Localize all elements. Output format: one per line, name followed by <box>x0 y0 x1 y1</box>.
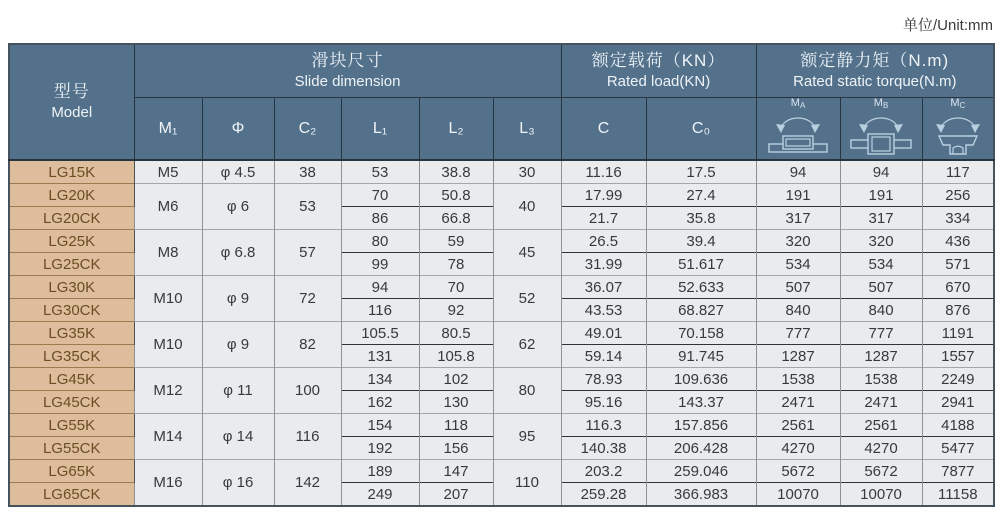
spec-table <box>8 43 995 507</box>
mc-cell: 117 <box>922 160 994 184</box>
c0-cell: 366.983 <box>646 483 756 507</box>
table-row <box>9 230 994 253</box>
model-header-en: Model <box>51 104 93 122</box>
mc-cell: 670 <box>922 276 994 299</box>
c-cell: 21.7 <box>561 207 646 230</box>
l3-cell: 95 <box>493 414 561 460</box>
mb-cell: 2471 <box>840 391 922 414</box>
mb-cell: 1538 <box>840 368 922 391</box>
table-row <box>9 184 994 207</box>
l2-cell: 102 <box>419 368 493 391</box>
mc-cell: 256 <box>922 184 994 207</box>
c2-cell: 82 <box>274 322 341 368</box>
l2-cell: 92 <box>419 299 493 322</box>
phi-cell: φ 6 <box>202 184 274 230</box>
ma-cell: 320 <box>756 230 840 253</box>
c-cell: 140.38 <box>561 437 646 460</box>
model-cell: LG55CK <box>9 437 134 460</box>
ma-label: $M_A$ <box>790 97 806 110</box>
phi-cell: φ 9 <box>202 322 274 368</box>
column-header-c2: C₂ <box>274 98 341 161</box>
mb-cell: 777 <box>840 322 922 345</box>
l1-cell: 53 <box>341 160 419 184</box>
mc-cell: 7877 <box>922 460 994 483</box>
rated-load-en: Rated load(KN) <box>606 73 711 91</box>
table-row <box>9 160 994 184</box>
l2-cell: 147 <box>419 460 493 483</box>
l3-cell: 40 <box>493 184 561 230</box>
mb-label: $M_B$ <box>873 97 889 110</box>
mb-cell: 5672 <box>840 460 922 483</box>
rated-torque-zh: 额定静力矩（N.m) <box>800 51 950 71</box>
ma-cell: 777 <box>756 322 840 345</box>
ma-cell: 10070 <box>756 483 840 507</box>
c-cell: 203.2 <box>561 460 646 483</box>
mb-cell: 4270 <box>840 437 922 460</box>
c-cell: 59.14 <box>561 345 646 368</box>
mc-cell: 876 <box>922 299 994 322</box>
m1-cell: M10 <box>134 322 202 368</box>
mc-moment-profile-icon <box>926 111 990 159</box>
phi-cell: φ 4.5 <box>202 160 274 184</box>
l1-cell: 86 <box>341 207 419 230</box>
l2-cell: 66.8 <box>419 207 493 230</box>
model-cell: LG35K <box>9 322 134 345</box>
mc-cell: 2249 <box>922 368 994 391</box>
model-cell: LG20K <box>9 184 134 207</box>
phi-cell: φ 9 <box>202 276 274 322</box>
table-header <box>9 44 994 160</box>
l1-cell: 162 <box>341 391 419 414</box>
m1-cell: M6 <box>134 184 202 230</box>
ma-cell: 317 <box>756 207 840 230</box>
l1-cell: 99 <box>341 253 419 276</box>
l1-cell: 134 <box>341 368 419 391</box>
c-cell: 26.5 <box>561 230 646 253</box>
c0-cell: 206.428 <box>646 437 756 460</box>
mc-cell: 436 <box>922 230 994 253</box>
column-header-c: C <box>561 98 646 161</box>
l2-cell: 78 <box>419 253 493 276</box>
l2-cell: 156 <box>419 437 493 460</box>
c0-cell: 68.827 <box>646 299 756 322</box>
l2-cell: 38.8 <box>419 160 493 184</box>
c-cell: 43.53 <box>561 299 646 322</box>
mb-moment-shaft-icon <box>849 111 913 159</box>
mc-cell: 4188 <box>922 414 994 437</box>
c-cell: 259.28 <box>561 483 646 507</box>
mc-cell: 334 <box>922 207 994 230</box>
c-cell: 78.93 <box>561 368 646 391</box>
c0-cell: 27.4 <box>646 184 756 207</box>
l2-cell: 118 <box>419 414 493 437</box>
table-row <box>9 460 994 483</box>
column-header-m1: M₁ <box>134 98 202 161</box>
model-cell: LG65CK <box>9 483 134 507</box>
table-row <box>9 414 994 437</box>
ma-cell: 840 <box>756 299 840 322</box>
mb-cell: 2561 <box>840 414 922 437</box>
model-cell: LG45CK <box>9 391 134 414</box>
l2-cell: 105.8 <box>419 345 493 368</box>
mc-label: $M_C$ <box>950 97 966 110</box>
table-row <box>9 368 994 391</box>
model-cell: LG35CK <box>9 345 134 368</box>
c2-cell: 72 <box>274 276 341 322</box>
c-cell: 31.99 <box>561 253 646 276</box>
mb-cell: 320 <box>840 230 922 253</box>
l1-cell: 116 <box>341 299 419 322</box>
m1-cell: M14 <box>134 414 202 460</box>
column-header-ma <box>756 98 840 161</box>
c0-cell: 259.046 <box>646 460 756 483</box>
l1-cell: 154 <box>341 414 419 437</box>
mb-cell: 534 <box>840 253 922 276</box>
mc-cell: 1191 <box>922 322 994 345</box>
column-header-l3: L₃ <box>493 98 561 161</box>
ma-cell: 534 <box>756 253 840 276</box>
c0-cell: 109.636 <box>646 368 756 391</box>
ma-cell: 1538 <box>756 368 840 391</box>
l1-cell: 80 <box>341 230 419 253</box>
mb-cell: 507 <box>840 276 922 299</box>
mc-cell: 2941 <box>922 391 994 414</box>
l2-cell: 207 <box>419 483 493 507</box>
column-header-mb <box>840 98 922 161</box>
l1-cell: 105.5 <box>341 322 419 345</box>
c2-cell: 53 <box>274 184 341 230</box>
c0-cell: 17.5 <box>646 160 756 184</box>
c2-cell: 57 <box>274 230 341 276</box>
rated-load-header <box>561 44 756 98</box>
l1-cell: 249 <box>341 483 419 507</box>
model-cell: LG55K <box>9 414 134 437</box>
c-cell: 17.99 <box>561 184 646 207</box>
column-header-c0: C₀ <box>646 98 756 161</box>
c-cell: 116.3 <box>561 414 646 437</box>
c0-cell: 35.8 <box>646 207 756 230</box>
slide-dimension-en: Slide dimension <box>294 73 401 91</box>
m1-cell: M10 <box>134 276 202 322</box>
model-cell: LG25K <box>9 230 134 253</box>
model-cell: LG20CK <box>9 207 134 230</box>
c2-cell: 142 <box>274 460 341 507</box>
phi-cell: φ 11 <box>202 368 274 414</box>
rated-load-zh: 额定载荷（KN） <box>591 51 726 71</box>
l1-cell: 94 <box>341 276 419 299</box>
unit-label: 单位/Unit:mm <box>902 17 993 34</box>
mb-cell: 94 <box>840 160 922 184</box>
c0-cell: 157.856 <box>646 414 756 437</box>
model-cell: LG25CK <box>9 253 134 276</box>
c-cell: 49.01 <box>561 322 646 345</box>
l3-cell: 62 <box>493 322 561 368</box>
l2-cell: 59 <box>419 230 493 253</box>
l1-cell: 192 <box>341 437 419 460</box>
ma-cell: 507 <box>756 276 840 299</box>
l3-cell: 110 <box>493 460 561 507</box>
c0-cell: 39.4 <box>646 230 756 253</box>
mb-cell: 317 <box>840 207 922 230</box>
l3-cell: 45 <box>493 230 561 276</box>
phi-cell: φ 16 <box>202 460 274 507</box>
c2-cell: 100 <box>274 368 341 414</box>
ma-cell: 94 <box>756 160 840 184</box>
model-cell: LG65K <box>9 460 134 483</box>
m1-cell: M16 <box>134 460 202 507</box>
l2-cell: 80.5 <box>419 322 493 345</box>
ma-cell: 2561 <box>756 414 840 437</box>
m1-cell: M5 <box>134 160 202 184</box>
ma-cell: 1287 <box>756 345 840 368</box>
c0-cell: 70.158 <box>646 322 756 345</box>
mc-cell: 1557 <box>922 345 994 368</box>
ma-cell: 5672 <box>756 460 840 483</box>
rated-torque-en: Rated static torque(N.m) <box>793 73 957 91</box>
c0-cell: 51.617 <box>646 253 756 276</box>
ma-cell: 2471 <box>756 391 840 414</box>
column-header-mc <box>922 98 994 161</box>
l1-cell: 189 <box>341 460 419 483</box>
model-cell: LG30CK <box>9 299 134 322</box>
mb-cell: 840 <box>840 299 922 322</box>
table-row <box>9 276 994 299</box>
l2-cell: 70 <box>419 276 493 299</box>
mb-cell: 191 <box>840 184 922 207</box>
c-cell: 36.07 <box>561 276 646 299</box>
slide-dimension-zh: 滑块尺寸 <box>311 51 384 71</box>
c2-cell: 38 <box>274 160 341 184</box>
mc-cell: 5477 <box>922 437 994 460</box>
model-header-zh: 型号 <box>53 82 90 102</box>
l3-cell: 30 <box>493 160 561 184</box>
m1-cell: M8 <box>134 230 202 276</box>
m1-cell: M12 <box>134 368 202 414</box>
phi-cell: φ 6.8 <box>202 230 274 276</box>
table-row <box>9 322 994 345</box>
l2-cell: 130 <box>419 391 493 414</box>
c0-cell: 143.37 <box>646 391 756 414</box>
mc-cell: 11158 <box>922 483 994 507</box>
table-body <box>9 160 994 506</box>
ma-moment-rail-icon <box>766 111 830 159</box>
model-cell: LG45K <box>9 368 134 391</box>
ma-cell: 191 <box>756 184 840 207</box>
column-header-phi: Φ <box>202 98 274 161</box>
l3-cell: 52 <box>493 276 561 322</box>
c0-cell: 91.745 <box>646 345 756 368</box>
c-cell: 11.16 <box>561 160 646 184</box>
model-column-header <box>9 44 134 160</box>
l3-cell: 80 <box>493 368 561 414</box>
l1-cell: 70 <box>341 184 419 207</box>
phi-cell: φ 14 <box>202 414 274 460</box>
l2-cell: 50.8 <box>419 184 493 207</box>
c0-cell: 52.633 <box>646 276 756 299</box>
mc-cell: 571 <box>922 253 994 276</box>
mb-cell: 10070 <box>840 483 922 507</box>
slide-dimension-header <box>134 44 561 98</box>
mb-cell: 1287 <box>840 345 922 368</box>
column-header-l2: L₂ <box>419 98 493 161</box>
rated-static-torque-header <box>756 44 994 98</box>
model-cell: LG15K <box>9 160 134 184</box>
c2-cell: 116 <box>274 414 341 460</box>
column-header-l1: L₁ <box>341 98 419 161</box>
ma-cell: 4270 <box>756 437 840 460</box>
c-cell: 95.16 <box>561 391 646 414</box>
model-cell: LG30K <box>9 276 134 299</box>
l1-cell: 131 <box>341 345 419 368</box>
